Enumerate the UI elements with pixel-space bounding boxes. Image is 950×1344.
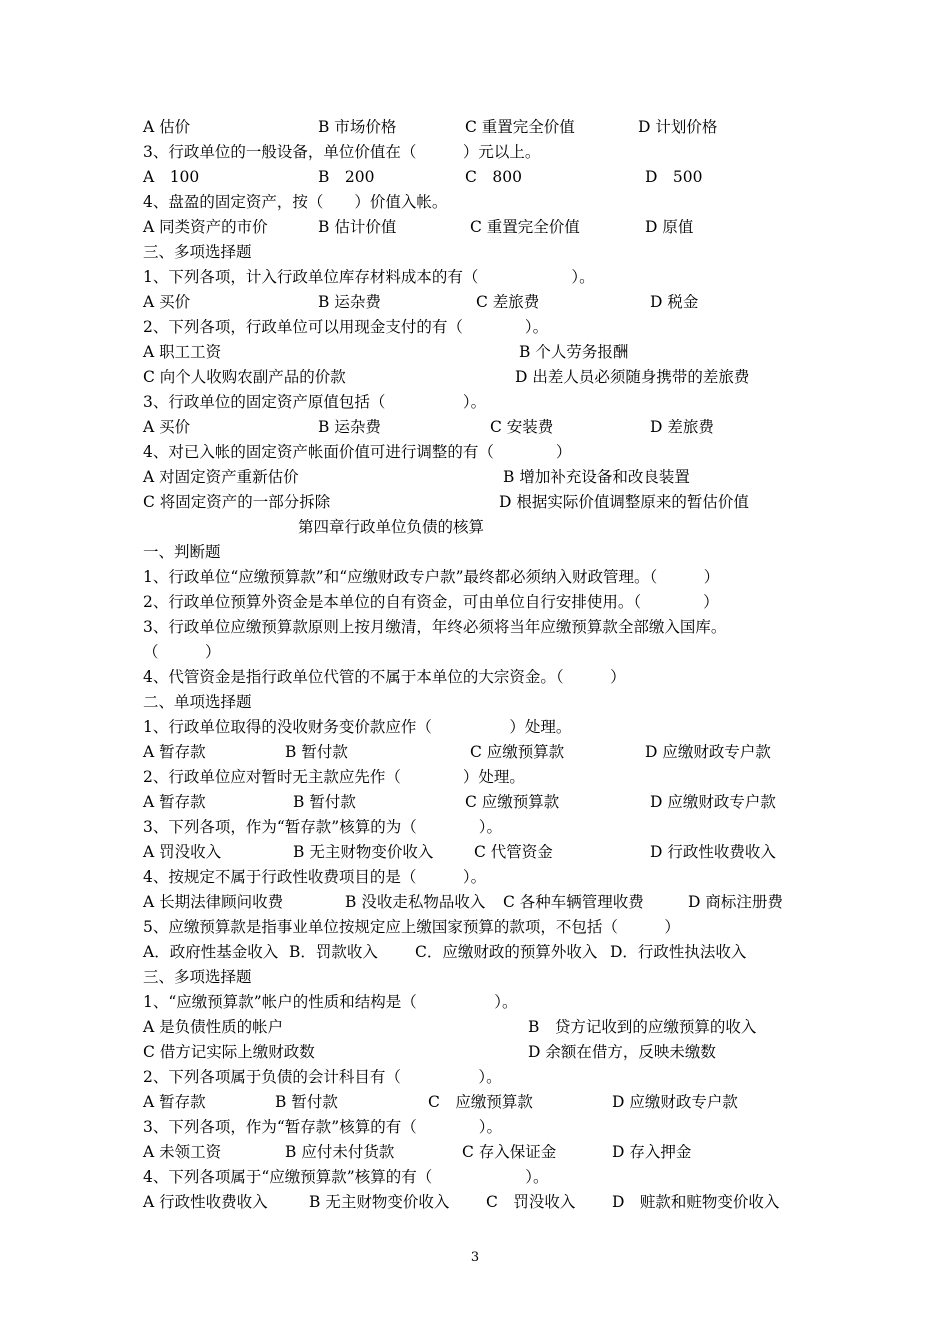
text-line	[0, 990, 950, 1015]
text-line	[0, 740, 950, 765]
option-text: A 买价	[143, 418, 191, 436]
option-text: B 无主财物变价收入	[309, 1193, 450, 1211]
text-line	[0, 1190, 950, 1215]
text-line	[0, 440, 950, 465]
text-line	[0, 165, 950, 190]
line-text: （ ）	[143, 643, 221, 661]
option-text: A 未领工资	[143, 1143, 222, 1161]
option-text: D 商标注册费	[688, 893, 783, 911]
line-text: 3、下列各项，作为“暂存款”核算的为（ ）。	[143, 818, 502, 836]
option-text: B 贷方记收到的应缴预算的收入	[528, 1018, 757, 1036]
text-line	[0, 790, 950, 815]
line-text: 2、行政单位预算外资金是本单位的自有资金，可由单位自行安排使用。（ ）	[143, 593, 719, 611]
text-line	[0, 115, 950, 140]
text-line	[0, 665, 950, 690]
option-text: B 暂付款	[285, 743, 348, 761]
line-text: 一、判断题	[143, 543, 221, 561]
text-line	[0, 490, 950, 515]
option-text: D 存入押金	[612, 1143, 692, 1161]
text-line	[0, 540, 950, 565]
option-text: A 对固定资产重新估价	[143, 468, 299, 486]
text-line	[0, 190, 950, 215]
text-line	[0, 765, 950, 790]
line-text: 1、行政单位取得的没收财务变价款应作（ ）处理。	[143, 718, 572, 736]
line-text: 4、按规定不属于行政性收费项目的是（ ）。	[143, 868, 487, 886]
option-text: C 代管资金	[474, 843, 553, 861]
text-line	[0, 615, 950, 640]
option-text: B 运杂费	[318, 293, 381, 311]
line-text: 4、盘盈的固定资产，按（ ）价值入帐。	[143, 193, 448, 211]
text-line	[0, 840, 950, 865]
option-text: B．罚款收入	[289, 943, 378, 961]
text-line	[0, 640, 950, 665]
option-text: B 200	[318, 168, 375, 186]
option-text: B 增加补充设备和改良装置	[503, 468, 690, 486]
option-text: B 运杂费	[318, 418, 381, 436]
text-line	[0, 1040, 950, 1065]
option-text: A 罚没收入	[143, 843, 222, 861]
option-text: C 800	[465, 168, 522, 186]
option-text: A 暂存款	[143, 1093, 206, 1111]
line-text: 2、行政单位应对暂时无主款应先作（ ）处理。	[143, 768, 525, 786]
option-text: D 赃款和赃物变价收入	[612, 1193, 780, 1211]
option-text: C 应缴预算款	[428, 1093, 533, 1111]
text-line	[0, 715, 950, 740]
line-text: 2、下列各项属于负债的会计科目有（ ）。	[143, 1068, 502, 1086]
option-text: A．政府性基金收入	[143, 943, 279, 961]
option-text: A 暂存款	[143, 743, 206, 761]
option-text: B 个人劳务报酬	[519, 343, 629, 361]
text-line	[0, 565, 950, 590]
text-line	[0, 865, 950, 890]
option-text: D 税金	[650, 293, 699, 311]
text-line	[0, 215, 950, 240]
line-text: 二、单项选择题	[143, 693, 252, 711]
text-line	[0, 465, 950, 490]
option-text: B 应付未付货款	[285, 1143, 395, 1161]
option-text: C 罚没收入	[486, 1193, 576, 1211]
option-text: A 估价	[143, 118, 191, 136]
line-text: 4、对已入帐的固定资产帐面价值可进行调整的有（ ）	[143, 443, 572, 461]
option-text: D 根据实际价值调整原来的暂估价值	[499, 493, 749, 511]
option-text: D 原值	[645, 218, 694, 236]
option-text: C 安装费	[490, 418, 554, 436]
line-text: 第四章行政单位负债的核算	[298, 518, 485, 536]
line-text: 2、下列各项，行政单位可以用现金支付的有（ ）。	[143, 318, 549, 336]
text-line	[0, 1015, 950, 1040]
option-text: A 长期法律顾问收费	[143, 893, 284, 911]
line-text: 三、多项选择题	[143, 968, 252, 986]
option-text: D 出差人员必须随身携带的差旅费	[515, 368, 750, 386]
text-line	[0, 915, 950, 940]
option-text: C 差旅费	[476, 293, 540, 311]
option-text: C 各种车辆管理收费	[503, 893, 644, 911]
option-text: C 应缴预算款	[465, 793, 560, 811]
option-text: C．应缴财政的预算外收入	[415, 943, 598, 961]
option-text: D 应缴财政专户款	[650, 793, 776, 811]
option-text: C 重置完全价值	[465, 118, 575, 136]
option-text: B 暂付款	[293, 793, 356, 811]
option-text: A 是负债性质的帐户	[143, 1018, 284, 1036]
option-text: A 职工工资	[143, 343, 222, 361]
text-line	[0, 1165, 950, 1190]
text-line	[0, 390, 950, 415]
option-text: B 没收走私物品收入	[345, 893, 486, 911]
line-text: 3、行政单位的一般设备，单位价值在（ ）元以上。	[143, 143, 541, 161]
option-text: B 无主财物变价收入	[293, 843, 434, 861]
line-text: 3、下列各项，作为“暂存款”核算的有（ ）。	[143, 1118, 502, 1136]
line-text: 1、“应缴预算款”帐户的性质和结构是（ ）。	[143, 993, 518, 1011]
text-line	[0, 590, 950, 615]
text-line	[0, 940, 950, 965]
text-line	[0, 290, 950, 315]
option-text: C 将固定资产的一部分拆除	[143, 493, 331, 511]
line-text: 1、行政单位“应缴预算款”和“应缴财政专户款”最终都必须纳入财政管理。（ ）	[143, 568, 720, 586]
option-text: B 暂付款	[275, 1093, 338, 1111]
option-text: A 同类资产的市价	[143, 218, 268, 236]
text-line	[0, 1140, 950, 1165]
option-text: C 重置完全价值	[470, 218, 580, 236]
option-text: D 计划价格	[638, 118, 718, 136]
option-text: D．行政性执法收入	[610, 943, 747, 961]
option-text: D 差旅费	[650, 418, 714, 436]
option-text: C 向个人收购农副产品的价款	[143, 368, 346, 386]
option-text: D 余额在借方，反映未缴数	[528, 1043, 716, 1061]
option-text: B 估计价值	[318, 218, 397, 236]
text-line	[0, 1090, 950, 1115]
line-text: 3、行政单位应缴预算款原则上按月缴清，年终必须将当年应缴预算款全部缴入国库。	[143, 618, 727, 636]
option-text: A 100	[143, 168, 200, 186]
option-text: C 应缴预算款	[470, 743, 565, 761]
text-line	[0, 415, 950, 440]
text-line	[0, 1115, 950, 1140]
line-text: 3、行政单位的固定资产原值包括（ ）。	[143, 393, 487, 411]
text-line	[0, 1065, 950, 1090]
line-text: 4、代管资金是指行政单位代管的不属于本单位的大宗资金。（ ）	[143, 668, 626, 686]
line-text: 4、下列各项属于“应缴预算款”核算的有（ ）。	[143, 1168, 549, 1186]
line-text: 5、应缴预算款是指事业单位按规定应上缴国家预算的款项，不包括（ ）	[143, 918, 680, 936]
option-text: A 暂存款	[143, 793, 206, 811]
text-line	[0, 365, 950, 390]
text-line	[0, 340, 950, 365]
option-text: C 借方记实际上缴财政数	[143, 1043, 315, 1061]
text-line	[0, 240, 950, 265]
line-text: 三、多项选择题	[143, 243, 252, 261]
text-line	[0, 815, 950, 840]
text-line	[0, 140, 950, 165]
line-text: 1、下列各项，计入行政单位库存材料成本的有（ ）。	[143, 268, 595, 286]
option-text: A 行政性收费收入	[143, 1193, 268, 1211]
option-text: D 500	[645, 168, 703, 186]
option-text: D 行政性收费收入	[650, 843, 776, 861]
text-line	[0, 890, 950, 915]
text-line	[0, 690, 950, 715]
text-line	[0, 265, 950, 290]
option-text: D 应缴财政专户款	[645, 743, 771, 761]
option-text: A 买价	[143, 293, 191, 311]
option-text: D 应缴财政专户款	[612, 1093, 738, 1111]
text-line	[0, 965, 950, 990]
page-number: 3	[470, 1250, 480, 1265]
option-text: B 市场价格	[318, 118, 397, 136]
text-line	[0, 315, 950, 340]
chapter-title	[0, 515, 950, 540]
option-text: C 存入保证金	[462, 1143, 557, 1161]
